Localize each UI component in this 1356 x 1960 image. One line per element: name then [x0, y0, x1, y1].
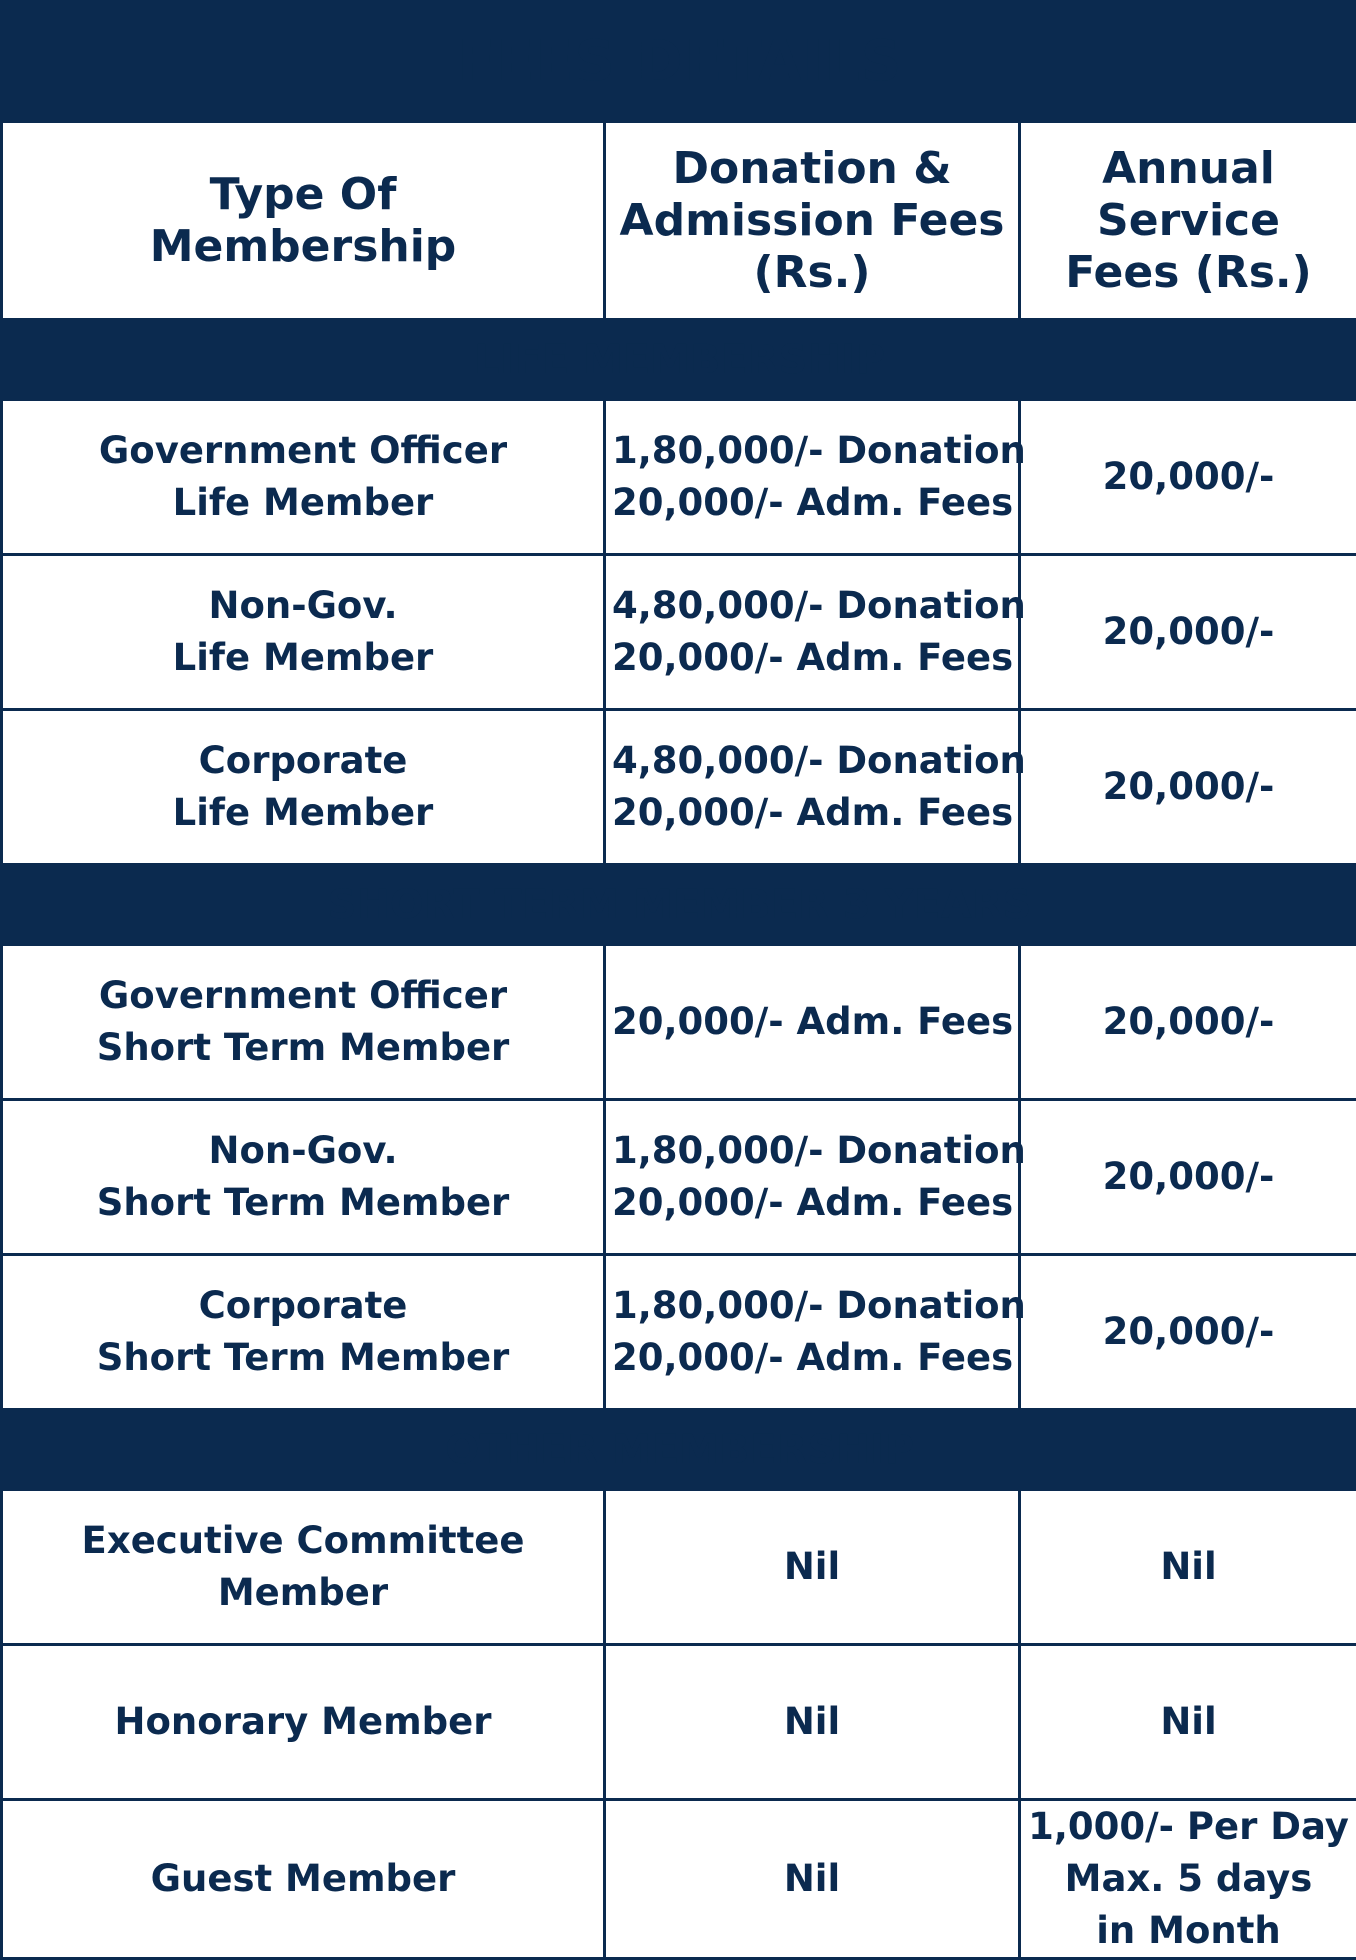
donation-fees-text: 1,80,000/- Donation [612, 1280, 1012, 1332]
section-title: SHORT TERM MEMBER 3 YEARS [2, 865, 1356, 945]
donation-fees-cell [605, 1255, 1020, 1410]
membership-type-text: Guest Member [9, 1853, 597, 1905]
donation-fees-text: 20,000/- Adm. Fees [612, 1177, 1012, 1229]
annual-fees-text: Max. 5 days [1027, 1853, 1350, 1905]
membership-type-text: Member [9, 1567, 597, 1619]
header-text: Service [1027, 195, 1350, 247]
header-donation-admission-fees [605, 122, 1020, 320]
header-text: Donation & [612, 143, 1012, 195]
annual-fees-cell [1020, 945, 1356, 1100]
annual-fees-cell [1020, 710, 1356, 865]
donation-fees-text: 20,000/- Adm. Fees [612, 1332, 1012, 1384]
header-text: (Rs.) [612, 247, 1012, 299]
annual-fees-text: 20,000/- [1027, 1306, 1350, 1358]
annual-fees-text: 20,000/- [1027, 996, 1350, 1048]
table-row [2, 400, 1356, 555]
table-row [2, 555, 1356, 710]
donation-fees-text: 4,80,000/- Donation [612, 580, 1012, 632]
section-title: LIFE MEMBERSHIP [2, 320, 1356, 400]
section-header-row [2, 1410, 1356, 1490]
section-title: OTHER MEMBERSHIP [2, 1410, 1356, 1490]
table-row [2, 1255, 1356, 1410]
donation-fees-cell [605, 1490, 1020, 1645]
donation-fees-text: 20,000/- Adm. Fees [612, 477, 1012, 529]
membership-type-text: Non-Gov. [9, 1125, 597, 1177]
donation-fees-text: 20,000/- Adm. Fees [612, 787, 1012, 839]
membership-type-text: Life Member [9, 477, 597, 529]
annual-fees-text: Nil [1027, 1696, 1350, 1748]
membership-type-cell [2, 945, 605, 1100]
header-annual-service-fees [1020, 122, 1356, 320]
membership-type-text: Corporate [9, 1280, 597, 1332]
membership-type-text: Short Term Member [9, 1022, 597, 1074]
donation-fees-text: 20,000/- Adm. Fees [612, 632, 1012, 684]
membership-type-cell [2, 1100, 605, 1255]
header-text: Type Of [9, 169, 597, 221]
annual-fees-cell [1020, 1100, 1356, 1255]
donation-fees-cell [605, 710, 1020, 865]
donation-fees-text: 20,000/- Adm. Fees [612, 996, 1012, 1048]
donation-fees-text: 1,80,000/- Donation [612, 1125, 1012, 1177]
donation-fees-cell [605, 1800, 1020, 1959]
annual-fees-cell [1020, 1645, 1356, 1800]
donation-fees-cell [605, 945, 1020, 1100]
membership-type-text: Short Term Member [9, 1177, 597, 1229]
membership-type-text: Life Member [9, 632, 597, 684]
annual-fees-text: 20,000/- [1027, 606, 1350, 658]
membership-type-text: Government Officer [9, 970, 597, 1022]
header-text: Annual [1027, 143, 1350, 195]
header-text: Fees (Rs.) [1027, 247, 1350, 299]
donation-fees-text: 1,80,000/- Donation [612, 425, 1012, 477]
annual-fees-cell [1020, 400, 1356, 555]
membership-type-text: Short Term Member [9, 1332, 597, 1384]
page-title: FEES DETAILS [2, 2, 1356, 122]
annual-fees-text: in Month [1027, 1905, 1350, 1957]
donation-fees-cell [605, 1645, 1020, 1800]
donation-fees-text: Nil [612, 1853, 1012, 1905]
header-type-of-membership [2, 122, 605, 320]
annual-fees-cell [1020, 1490, 1356, 1645]
header-text: Admission Fees [612, 195, 1012, 247]
membership-type-text: Non-Gov. [9, 580, 597, 632]
donation-fees-text: Nil [612, 1696, 1012, 1748]
header-row [2, 122, 1356, 320]
section-header-row [2, 865, 1356, 945]
annual-fees-cell [1020, 1800, 1356, 1959]
annual-fees-text: 1,000/- Per Day [1027, 1801, 1350, 1853]
annual-fees-cell [1020, 555, 1356, 710]
table-row [2, 710, 1356, 865]
section-header-row [2, 320, 1356, 400]
membership-type-cell [2, 1255, 605, 1410]
membership-type-cell [2, 1800, 605, 1959]
membership-type-cell [2, 1490, 605, 1645]
title-row [2, 2, 1356, 122]
membership-type-cell [2, 400, 605, 555]
membership-type-cell [2, 1645, 605, 1800]
annual-fees-text: 20,000/- [1027, 1151, 1350, 1203]
table-row [2, 1490, 1356, 1645]
donation-fees-cell [605, 1100, 1020, 1255]
header-text: Membership [9, 221, 597, 273]
table-row [2, 945, 1356, 1100]
membership-type-text: Honorary Member [9, 1696, 597, 1748]
donation-fees-cell [605, 555, 1020, 710]
membership-type-text: Life Member [9, 787, 597, 839]
table-row [2, 1100, 1356, 1255]
donation-fees-text: 4,80,000/- Donation [612, 735, 1012, 787]
donation-fees-text: Nil [612, 1541, 1012, 1593]
membership-type-text: Corporate [9, 735, 597, 787]
membership-type-cell [2, 710, 605, 865]
donation-fees-cell [605, 400, 1020, 555]
membership-type-text: Executive Committee [9, 1515, 597, 1567]
annual-fees-text: 20,000/- [1027, 451, 1350, 503]
table-row [2, 1800, 1356, 1959]
annual-fees-text: 20,000/- [1027, 761, 1350, 813]
table-row [2, 1645, 1356, 1800]
membership-type-text: Government Officer [9, 425, 597, 477]
annual-fees-text: Nil [1027, 1541, 1350, 1593]
annual-fees-cell [1020, 1255, 1356, 1410]
membership-type-cell [2, 555, 605, 710]
